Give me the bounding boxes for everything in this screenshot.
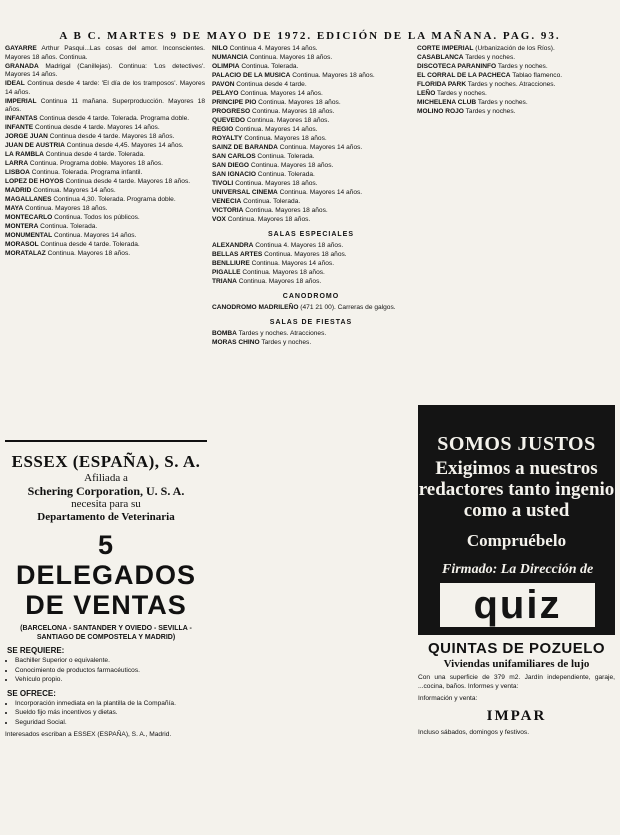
listing-text: Tablao flamenco. bbox=[510, 72, 563, 79]
pozuelo-title: QUINTAS DE POZUELO bbox=[427, 640, 606, 657]
listing-entry bbox=[5, 80, 205, 97]
listing-entry bbox=[5, 232, 205, 241]
listing-text: Continua desde 4 tarde: 'El día de los tramposos'. Mayores 14 años. bbox=[5, 80, 205, 96]
listing-entry bbox=[5, 98, 205, 115]
listing-name: MORATALAZ bbox=[5, 250, 46, 257]
listing-text: Continua desde 4 tarde. Mayores 18 años. bbox=[47, 133, 175, 140]
listing-text: Continua. Mayores 18 años. bbox=[244, 117, 330, 124]
listing-name: PROGRESO bbox=[212, 108, 251, 115]
listing-entry bbox=[212, 189, 410, 198]
listing-name: LISBOA bbox=[5, 169, 30, 176]
listing-name: PIGALLE bbox=[212, 269, 241, 276]
listing-name: CANODROMO MADRILEÑO bbox=[212, 304, 299, 311]
listing-entry bbox=[5, 142, 205, 151]
listing-entry bbox=[212, 269, 410, 278]
listing-entry bbox=[212, 108, 410, 117]
listing-name: BENLLIURE bbox=[212, 260, 250, 267]
essex-footer: Interesados escriban a ESSEX (ESPAÑA), S. A., Madrid. bbox=[5, 731, 172, 738]
listing-name: MOLINO ROJO bbox=[417, 108, 464, 115]
listing-entry bbox=[417, 45, 615, 54]
listing-name: PRINCIPE PIO bbox=[212, 99, 257, 106]
listing-entry bbox=[212, 180, 410, 189]
essex-title: ESSEX (ESPAÑA), S. A. bbox=[11, 452, 201, 471]
listing-entry bbox=[5, 133, 205, 142]
listing-entry bbox=[212, 242, 410, 251]
quiz-logo: quiz bbox=[440, 583, 595, 627]
listing-text: Continua. Tolerada. bbox=[255, 153, 315, 160]
listing-entry bbox=[417, 90, 615, 99]
listing-entry bbox=[212, 198, 410, 207]
pozuelo-ad bbox=[418, 640, 615, 830]
listing-text: Continua. Todos los públicos. bbox=[52, 214, 140, 221]
listings-column-3 bbox=[417, 45, 615, 390]
listing-text: Continua. Mayores 14 años. bbox=[277, 144, 363, 151]
listing-entry bbox=[5, 63, 205, 80]
listing-entry bbox=[5, 196, 205, 205]
listing-text: Tardes y noches. bbox=[476, 99, 528, 106]
listing-text: Continua. Programa doble. Mayores 18 años. bbox=[28, 160, 163, 167]
listing-name: LOPEZ DE HOYOS bbox=[5, 178, 64, 185]
listing-name: MICHELENA CLUB bbox=[417, 99, 477, 106]
listing-text: Continua 11 mañana. Superproducción. Mayores 18 años. bbox=[5, 97, 205, 113]
listing-text: Continua desde 4 tarde. bbox=[234, 81, 307, 88]
listing-text: Continua. Mayores 14 años. bbox=[249, 260, 335, 267]
listing-entry bbox=[5, 214, 205, 223]
listing-name: BELLAS ARTES bbox=[212, 251, 263, 258]
listing-entry bbox=[212, 117, 410, 126]
listing-name: TIVOLI bbox=[212, 180, 234, 187]
listing-text: Continua 4,30. Tolerada. Programa doble. bbox=[51, 196, 176, 203]
essex-requires-heading: SE REQUIERE: bbox=[7, 646, 65, 655]
listing-text: Continua 4. Mayores 18 años. bbox=[253, 242, 344, 249]
listing-name: DISCOTECA PARANINFO bbox=[417, 63, 497, 70]
section-fiestas-title: SALAS DE FIESTAS bbox=[269, 318, 353, 326]
quiz-signed: Firmado: La Dirección de bbox=[442, 562, 594, 577]
essex-requires-list bbox=[5, 657, 207, 685]
listing-entry bbox=[417, 108, 615, 117]
essex-ad bbox=[5, 440, 207, 827]
listing-entry bbox=[417, 81, 615, 90]
listing-text: Tardes y noches. bbox=[259, 339, 312, 346]
quiz-headline: SOMOS JUSTOS bbox=[437, 433, 596, 455]
listing-text: Continua. Tolerada. Programa infantil. bbox=[29, 169, 143, 176]
listing-name: OLIMPIA bbox=[212, 63, 240, 70]
listing-text: Continua desde 4 tarde. Tolerada. Programa doble. bbox=[37, 115, 190, 122]
listing-name: PAVON bbox=[212, 81, 235, 88]
listing-text: (Urbanización de los Ríos). bbox=[473, 45, 555, 52]
listing-name: CORTE IMPERIAL bbox=[417, 45, 474, 52]
listing-entry bbox=[5, 223, 205, 232]
pozuelo-details: Incluso sábados, domingos y festivos. bbox=[418, 728, 530, 736]
listing-entry bbox=[5, 115, 205, 124]
listing-text: Tardes y noches. bbox=[463, 108, 516, 115]
listing-text: Continua desde 4,45. Mayores 14 años. bbox=[64, 142, 184, 149]
listing-name: EL CORRAL DE LA PACHECA bbox=[417, 72, 511, 79]
listing-text: Continua 4. Mayores 14 años. bbox=[227, 45, 318, 52]
list-item: • Seguridad Social. bbox=[15, 719, 207, 728]
listing-name: SAN CARLOS bbox=[212, 153, 256, 160]
essex-department: Departamento de Veterinaria bbox=[37, 511, 175, 523]
listing-entry bbox=[212, 304, 410, 313]
listing-text: Continua. Mayores 14 años. bbox=[31, 187, 116, 194]
listing-name: CASABLANCA bbox=[417, 54, 464, 61]
listing-entry bbox=[5, 205, 205, 214]
listing-text: Continua. Mayores 14 años. bbox=[277, 189, 363, 196]
listing-text: Continua. Mayores 18 años. bbox=[236, 278, 322, 285]
listing-name: MORAS CHINO bbox=[212, 339, 260, 346]
listing-text: (471 21 00). Carreras de galgos. bbox=[298, 304, 396, 311]
listing-entry bbox=[417, 99, 615, 108]
listing-entry bbox=[212, 153, 410, 162]
listing-text: Continua. Mayores 18 años. bbox=[243, 207, 328, 214]
listing-name: LA RAMBLA bbox=[5, 151, 44, 158]
listing-entry bbox=[417, 72, 615, 81]
listing-text: Continua. Mayores 18 años. bbox=[247, 54, 333, 61]
pozuelo-text: Con una superficie de 379 m2. Jardín independiente, garaje, ...cocina, baños. Informes y venta: bbox=[418, 674, 615, 690]
quiz-check: Compruébelo bbox=[466, 531, 567, 550]
listing-name: UNIVERSAL CINEMA bbox=[212, 189, 278, 196]
listing-text: Continua. Mayores 14 años. bbox=[233, 126, 318, 133]
listing-text: Tardes y noches. bbox=[463, 54, 516, 61]
listing-entry bbox=[212, 144, 410, 153]
listing-name: PELAYO bbox=[212, 90, 239, 97]
listing-name: MADRID bbox=[5, 187, 32, 194]
listing-entry bbox=[5, 178, 205, 187]
listing-text: Continua. Mayores 18 años. bbox=[45, 250, 131, 257]
listing-name: BOMBA bbox=[212, 330, 237, 337]
essex-offers-heading: SE OFRECE: bbox=[7, 688, 56, 698]
pozuelo-informes: Información y venta: bbox=[418, 695, 478, 702]
listing-name: MORASOL bbox=[5, 241, 39, 248]
listing-text: Continua. Mayores 18 años. bbox=[242, 135, 327, 142]
listing-text: Continua. Tolerada. bbox=[255, 171, 315, 178]
listing-name: PALACIO DE LA MUSICA bbox=[212, 72, 291, 79]
listing-name: GRANADA bbox=[5, 62, 39, 70]
listing-name: INFANTAS bbox=[5, 115, 38, 122]
listing-name: TRIANA bbox=[212, 278, 237, 285]
listing-entry bbox=[212, 216, 410, 225]
listing-name: FLORIDA PARK bbox=[417, 81, 467, 88]
listing-entry bbox=[5, 169, 205, 178]
list-item: • Incorporación inmediata en la plantilla de la Compañía. bbox=[15, 700, 207, 709]
listing-name: NILO bbox=[212, 45, 228, 52]
listing-name: JORGE JUAN bbox=[5, 133, 48, 140]
page-header: A B C. MARTES 9 DE MAYO DE 1972. EDICIÓN DE LA MAÑANA. PAG. 93. bbox=[59, 30, 561, 42]
pozuelo-subtitle: Viviendas unifamiliares de lujo bbox=[443, 658, 590, 670]
listing-name: VOX bbox=[212, 216, 226, 223]
listing-text: Continua. Tolerada. bbox=[239, 63, 299, 70]
listing-entry bbox=[417, 54, 615, 63]
pozuelo-company: IMPAR bbox=[486, 707, 547, 724]
listing-entry bbox=[5, 187, 205, 196]
listing-text: Continua desde 4 tarde. Tolerada. bbox=[43, 151, 146, 158]
listing-entry bbox=[212, 330, 410, 339]
listing-text: Madrigal (Canillejas). Continua: 'Los detectives'. Mayores 14 años. bbox=[5, 62, 205, 78]
listing-text: Continua. Mayores 18 años. bbox=[256, 99, 341, 106]
listing-text: Continua. Mayores 18 años. bbox=[290, 72, 375, 79]
listing-entry bbox=[212, 260, 410, 269]
listing-entry bbox=[212, 99, 410, 108]
listing-entry bbox=[5, 124, 205, 133]
listing-entry bbox=[212, 162, 410, 171]
listing-name: IDEAL bbox=[5, 80, 25, 87]
listing-name: MONTECARLO bbox=[5, 214, 53, 221]
listing-name: MAGALLANES bbox=[5, 196, 52, 203]
listing-name: MAYA bbox=[5, 205, 24, 212]
listing-name: SAN IGNACIO bbox=[212, 171, 256, 178]
listing-name: MONTERA bbox=[5, 223, 39, 230]
listing-entry bbox=[5, 45, 205, 62]
section-canodromo-title: CANODROMO bbox=[282, 292, 340, 300]
listing-text: Continua desde 4 tarde. Tolerada. bbox=[38, 241, 140, 248]
listing-text: Continua. Tolerada. bbox=[241, 198, 301, 205]
listing-entry bbox=[212, 251, 410, 260]
listing-entry bbox=[212, 339, 410, 348]
listing-name: IMPERIAL bbox=[5, 97, 37, 105]
listing-name: VENECIA bbox=[212, 198, 242, 205]
listing-text: Arthur Pasqui...Las cosas del amor. Inconscientes. Mayores 18 años. Continua. bbox=[5, 45, 205, 61]
listing-entry bbox=[5, 151, 205, 160]
listing-text: Tardes y noches. bbox=[435, 90, 487, 97]
listing-name: SAINZ DE BARANDA bbox=[212, 144, 278, 151]
listing-name: JUAN DE AUSTRIA bbox=[5, 142, 65, 149]
listing-entry bbox=[212, 63, 410, 72]
listing-name: GAYARRE bbox=[5, 45, 37, 52]
essex-needs: necesita para su bbox=[71, 498, 141, 510]
listing-text: Continua. Mayores 18 años. bbox=[23, 205, 108, 212]
listing-entry bbox=[212, 207, 410, 216]
listing-entry bbox=[212, 278, 410, 287]
listing-entry bbox=[5, 241, 205, 250]
listing-name: ROYALTY bbox=[212, 135, 243, 142]
listings-column-2 bbox=[212, 45, 410, 825]
listing-name: SAN DIEGO bbox=[212, 162, 250, 169]
listing-entry bbox=[212, 81, 410, 90]
listing-entry bbox=[417, 63, 615, 72]
listing-entry bbox=[212, 171, 410, 180]
listing-text: Continua. Mayores 18 años. bbox=[262, 251, 347, 258]
essex-headline: 5 DELEGADOS DE VENTAS bbox=[15, 530, 197, 620]
essex-affiliated: Afiliada a bbox=[84, 472, 128, 484]
listing-text: Continua. Tolerada. bbox=[38, 223, 98, 230]
listing-entry bbox=[212, 90, 410, 99]
section-salas-title: SALAS ESPECIALES bbox=[267, 230, 354, 238]
listing-entry bbox=[212, 126, 410, 135]
listing-text: Continua. Mayores 18 años. bbox=[225, 216, 311, 223]
list-item: • Bachiller Superior o equivalente. bbox=[15, 657, 207, 666]
listing-name: LEÑO bbox=[417, 90, 436, 97]
list-item: • Sueldo fijo más incentivos y dietas. bbox=[15, 709, 207, 718]
list-item: • Vehículo propio. bbox=[15, 676, 207, 685]
listing-entry bbox=[212, 72, 410, 81]
listing-entry bbox=[5, 160, 205, 169]
listing-text: Tardes y noches. Atracciones. bbox=[236, 330, 327, 337]
listing-entry bbox=[212, 135, 410, 144]
quiz-body: Exigimos a nuestros redactores tanto ingenio como a usted bbox=[418, 458, 615, 521]
listing-entry bbox=[5, 250, 205, 259]
essex-company: Schering Corporation, U. S. A. bbox=[27, 484, 185, 498]
listing-name: LARRA bbox=[5, 160, 29, 167]
essex-offers-list bbox=[5, 700, 207, 728]
list-item: • Conocimiento de productos farmacéuticos. bbox=[15, 667, 207, 676]
listing-entry bbox=[212, 45, 410, 54]
listing-name: INFANTE bbox=[5, 124, 34, 131]
listing-name: REGIO bbox=[212, 126, 234, 133]
listing-name: QUEVEDO bbox=[212, 117, 245, 124]
listing-name: MONUMENTAL bbox=[5, 232, 53, 239]
listing-text: Continua. Mayores 18 años. bbox=[233, 180, 318, 187]
listings-column-1 bbox=[5, 45, 205, 435]
listing-text: Continua. Mayores 18 años. bbox=[240, 269, 325, 276]
listing-text: Continua. Mayores 18 años. bbox=[250, 108, 335, 115]
listing-entry bbox=[212, 54, 410, 63]
listing-text: Continua desde 4 tarde. Mayores 14 años. bbox=[33, 124, 160, 131]
listing-name: ALEXANDRA bbox=[212, 242, 254, 249]
essex-cities: (BARCELONA - SANTANDER Y OVIEDO - SEVILLA - SANTIAGO DE COMPOSTELA Y MADRID) bbox=[20, 625, 192, 641]
listing-text: Tardes y noches. bbox=[496, 63, 548, 70]
listing-text: Continua. Mayores 18 años. bbox=[249, 162, 334, 169]
listing-text: Continua. Mayores 14 años. bbox=[52, 232, 137, 239]
listing-name: VICTORIA bbox=[212, 207, 244, 214]
listing-name: NUMANCIA bbox=[212, 54, 248, 61]
quiz-ad bbox=[418, 405, 615, 635]
listing-text: Tardes y noches. Atracciones. bbox=[466, 81, 556, 88]
listing-text: Continua desde 4 tarde. Mayores 18 años. bbox=[63, 178, 191, 185]
listing-text: Continua. Mayores 14 años. bbox=[238, 90, 323, 97]
